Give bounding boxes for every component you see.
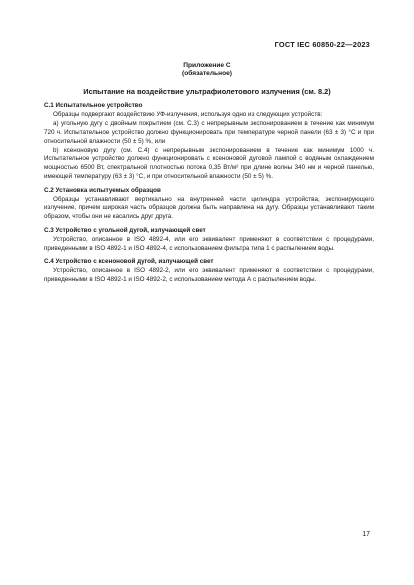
page-number: 17 [362,531,370,538]
paragraph: а) угольную дугу с двойным покрытием (см. С.3) с непрерывным экспонированием в течение как минимум 720 ч. Испытательное устройство должно функционировать при температуре черной панели (63 ± 3) °С и при относительной влажности (50 ± 5) %, или [44,119,374,145]
section-heading: С.2 Установка испытуемых образцов [44,186,161,194]
appendix-title: Испытание на воздействие ультрафиолетового излучения (см. 8.2) [83,87,331,96]
appendix-note: (обязательное) [182,70,232,77]
section-heading: С.4 Устройство с ксеноновой дугой, излучающей свет [44,258,214,265]
document-body [44,102,374,285]
paragraph: Образцы подвергают воздействию УФ-излучения, используя одно из следующих устройств: [53,110,323,118]
appendix-label: Приложение С [183,62,231,69]
section-heading: С.1 Испытательное устройство [44,102,143,109]
standard-code: ГОСТ IEC 60850-22—2023 [274,40,370,49]
paragraph: Образцы устанавливают вертикально на внутренней части цилиндра устройства, экспонирующего излучение, причем широкая часть образцов должна быть направлена на дугу. Образцы устанавливают таким образом, чтобы они не касались друг друга. [44,195,374,221]
paragraph: Устройство, описанное в ISO 4892-2, или его эквивалент применяют в соответствии с процедурами, приведенными в ISO 4892-1 и ISO 4892-2, с использованием метода А с распылением воды. [44,266,374,283]
paragraph: Устройство, описанное в ISO 4892-4, или его эквивалент применяют в соответствии с процедурами, приведенными в ISO 4892-1 и ISO 4892-4, с использованием фильтра типа 1 с распылением воды. [44,235,374,252]
paragraph: b) ксеноновую дугу (см. С.4) с непрерывным экспонированием в течение как минимум 1000 ч. Испытательное устройство должно функционировать с ксеноновой дуговой лампой с водяным охлаждением мощностью 6500 Вт, спектральной плотностью потока 0,35 Вт/м² при длине волны 340 нм и черной панелью, имеющей температуру (63 ± 3) °С, и при относительной влажности (50 ± 5) %. [44,146,374,181]
section-heading: С.3 Устройство с угольной дугой, излучающей свет [44,226,206,234]
